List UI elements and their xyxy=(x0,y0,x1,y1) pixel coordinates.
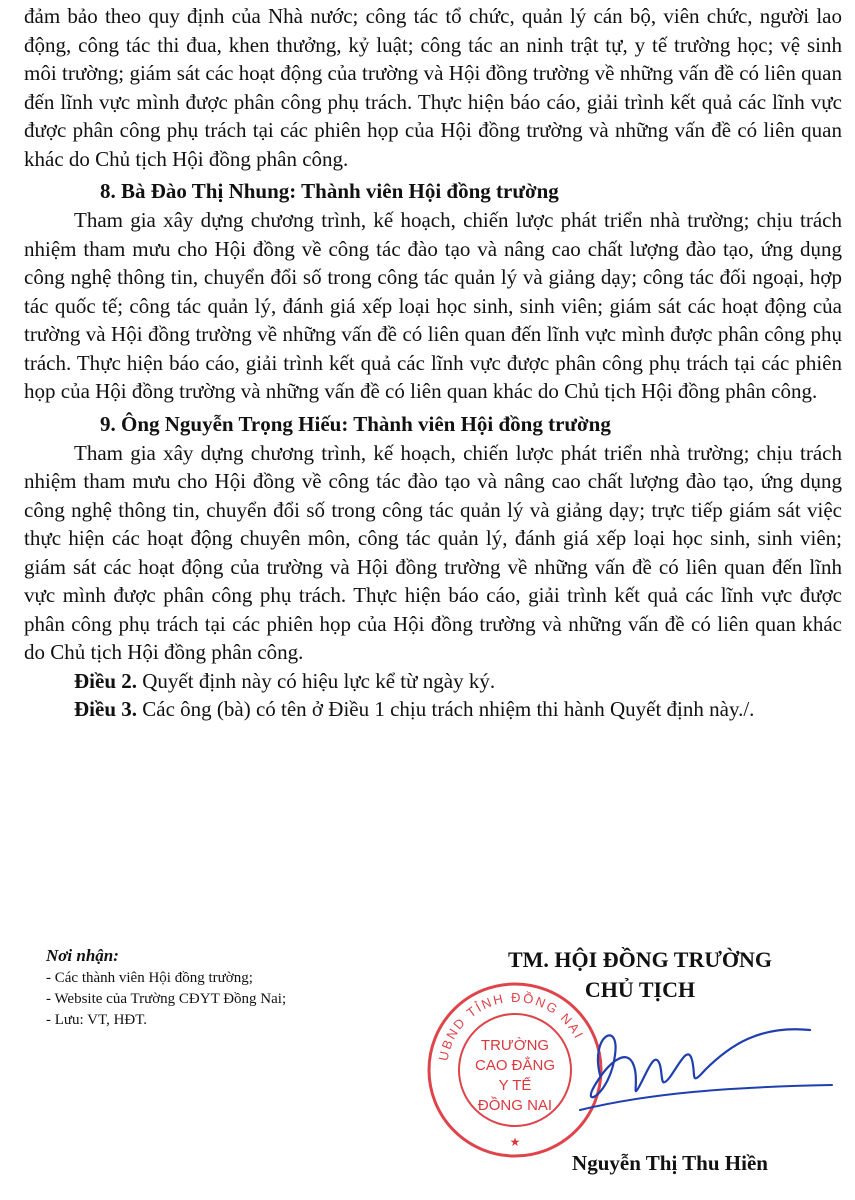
article-2 xyxy=(24,667,842,696)
seal-line-4: ĐỒNG NAI xyxy=(477,1097,553,1114)
recipients-block xyxy=(46,945,406,1031)
seal-ring-text: UBND TỈNH ĐỒNG NAI xyxy=(435,989,588,1063)
svg-text:★: ★ xyxy=(509,1135,521,1149)
section-8-heading: 8. Bà Đào Thị Nhung: Thành viên Hội đồng trường xyxy=(100,179,559,203)
article-3-label: Điều 3. xyxy=(74,697,137,721)
article-3 xyxy=(24,695,842,724)
recipients-title: Nơi nhận: xyxy=(46,946,119,965)
handwritten-signature-icon xyxy=(560,1015,840,1125)
article-3-text: Các ông (bà) có tên ở Điều 1 chịu trách nhiệm thi hành Quyết định này./. xyxy=(137,697,755,721)
section-9-heading: 9. Ông Nguyễn Trọng Hiếu: Thành viên Hội đồng trường xyxy=(100,411,611,436)
article-2-label: Điều 2. xyxy=(74,668,137,693)
seal-line-3: Y TẾ xyxy=(498,1077,532,1094)
recipient-item: - Website của Trường CĐYT Đồng Nai; xyxy=(46,991,287,1007)
recipient-item: - Lưu: VT, HĐT. xyxy=(46,1012,148,1028)
signer-name: Nguyễn Thị Thu Hiền xyxy=(572,1151,768,1175)
article-2-text: Quyết định này có hiệu lực kể từ ngày ký. xyxy=(137,668,496,693)
signer-position: CHỦ TỊCH xyxy=(584,977,696,1002)
seal-line-1: TRƯỜNG xyxy=(480,1037,550,1054)
document-body xyxy=(24,2,842,724)
seal-line-2: CAO ĐẲNG xyxy=(474,1057,556,1074)
section-9-paragraph: Tham gia xây dựng chương trình, kế hoạch, chiến lược phát triển nhà trường; chịu trách nhiệm tham mưu cho Hội đồng về công tác đào tạo và nâng cao chất lượng đào tạo, ứng dụng công nghệ thông tin, chuyển đổi số trong công tác quản lý và giảng dạy; trực tiếp giám sát việc thực hiện các hoạt động chuyên môn, công tác quản lý, đánh giá xếp loại học sinh, sinh viên; giám sát các hoạt động của trường và Hội đồng trường về những vấn đề có liên quan đến lĩnh vực mình được phân công phụ trách. Thực hiện báo cáo, giải trình kết quả các lĩnh vực được phân công phụ trách tại các phiên họp của Hội đồng trường và những vấn đề có liên quan khác do Chủ tịch Hội đồng phân công. xyxy=(24,440,842,664)
intro-paragraph: đảm bảo theo quy định của Nhà nước; công tác tổ chức, quản lý cán bộ, viên chức, người lao động, công tác thi đua, khen thưởng, kỷ luật; công tác an ninh trật tự, y tế trường học; vệ sinh môi trường; giám sát các hoạt động của trường và Hội đồng trường về những vấn đề có liên quan đến lĩnh vực mình được phân công phụ trách. Thực hiện báo cáo, giải trình kết quả các lĩnh vực được phân công phụ trách tại các phiên họp của Hội đồng trường và những vấn đề có liên quan khác do Chủ tịch Hội đồng phân công. xyxy=(24,4,842,171)
section-8-paragraph: Tham gia xây dựng chương trình, kế hoạch, chiến lược phát triển nhà trường; chịu trách nhiệm tham mưu cho Hội đồng về công tác đào tạo và nâng cao chất lượng đào tạo, ứng dụng công nghệ thông tin, chuyển đổi số trong công tác quản lý và giảng dạy; công tác đối ngoại, hợp tác quốc tế; công tác quản lý, đánh giá xếp loại học sinh, sinh viên; giám sát các hoạt động của trường và Hội đồng trường về những vấn đề có liên quan đến lĩnh vực mình được phân công phụ trách. Thực hiện báo cáo, giải trình kết quả các lĩnh vực được phân công phụ trách tại các phiên họp của Hội đồng trường và những vấn đề có liên quan khác do Chủ tịch Hội đồng phân công. xyxy=(24,208,842,403)
recipient-item: - Các thành viên Hội đồng trường; xyxy=(46,970,253,986)
document-footer xyxy=(0,945,855,1200)
on-behalf-title: TM. HỘI ĐỒNG TRƯỜNG xyxy=(507,947,772,972)
